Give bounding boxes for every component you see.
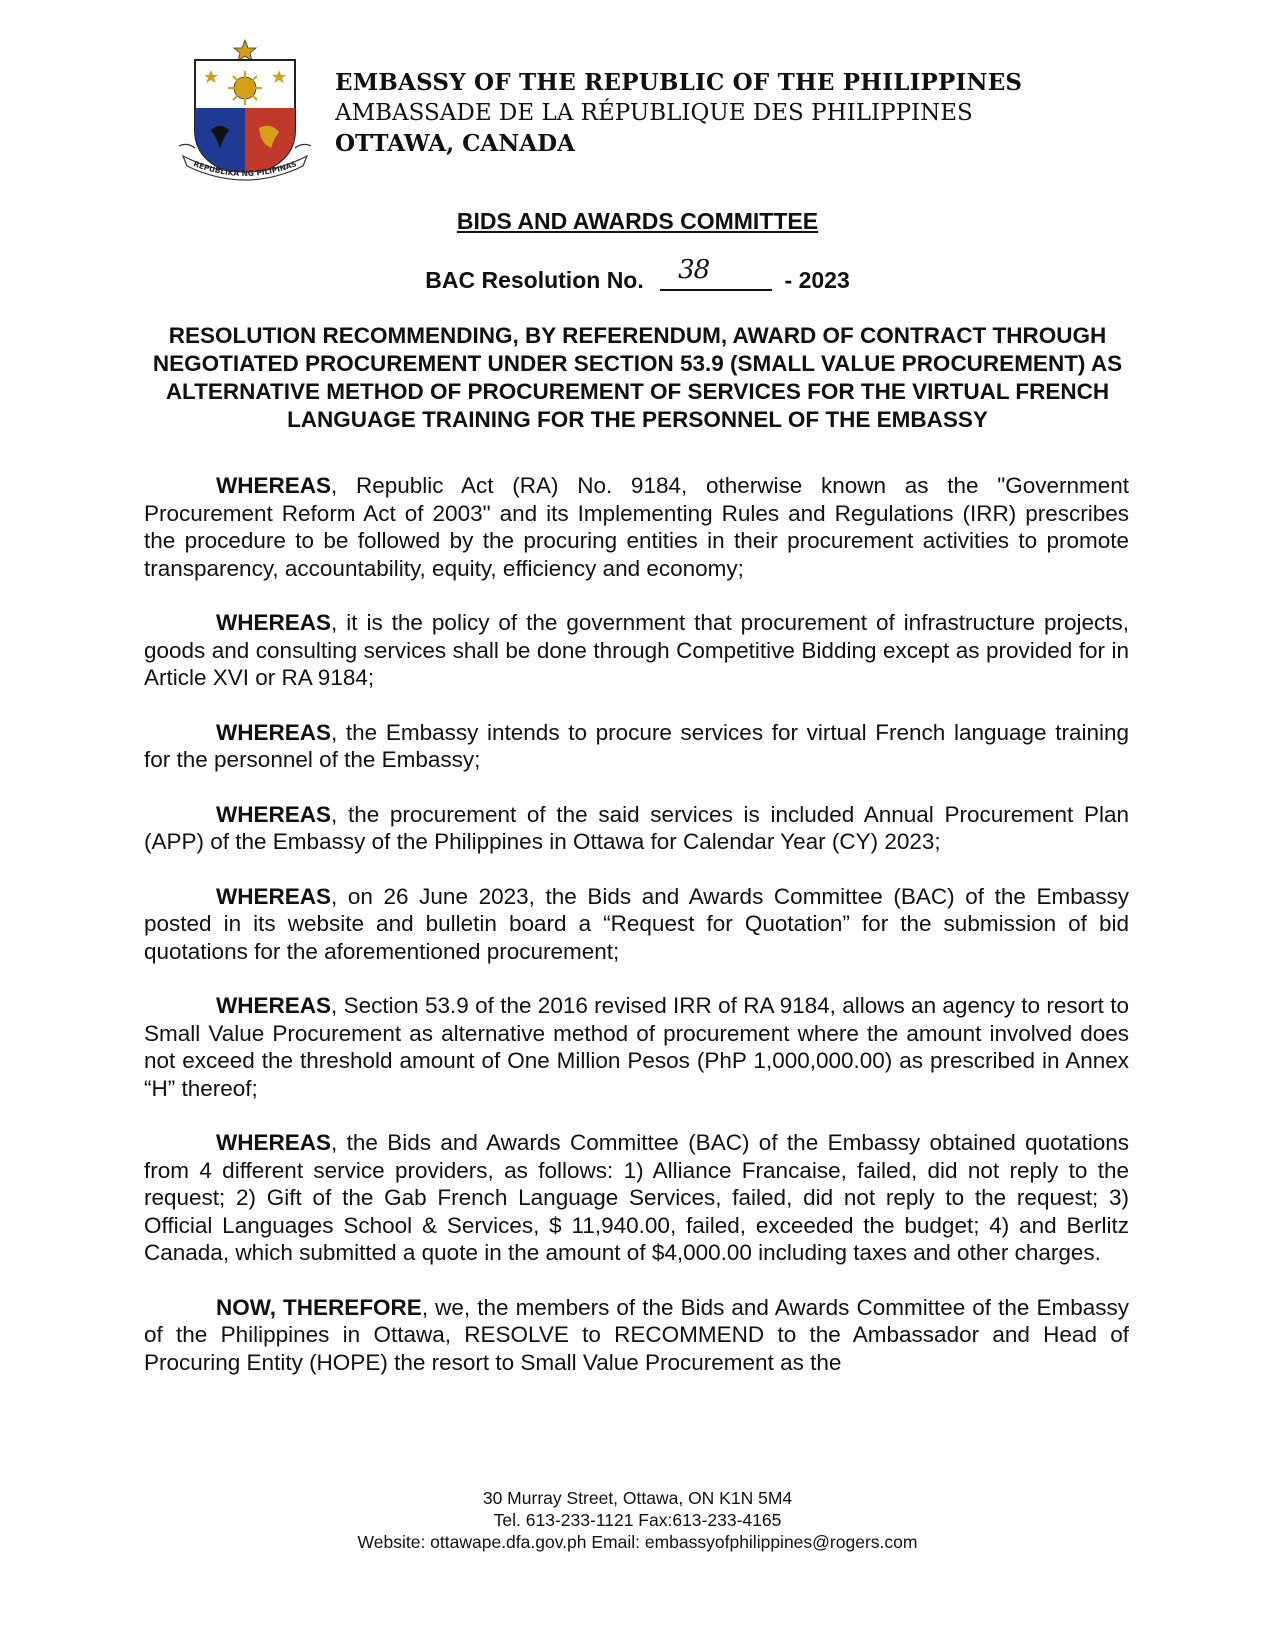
philippine-seal-icon: [175, 38, 315, 188]
paragraph-text: , the Embassy intends to procure services for virtual French language training for the personnel of the Embassy;: [144, 719, 1129, 772]
paragraph-lead: WHEREAS: [216, 801, 332, 827]
paragraph-text: , it is the policy of the government that procurement of infrastructure projects, goods and consulting services shall be done through Competitive Bidding except as provided for in Article XVI or RA 9184;: [144, 610, 1129, 690]
paragraph: [144, 883, 1129, 966]
paragraph: [144, 992, 1129, 1102]
paragraph-lead: WHEREAS: [216, 473, 332, 498]
seal-banner-text: REPUBLIKA NG PILIPINAS: [192, 159, 298, 179]
paragraph-lead: WHEREAS: [216, 1130, 332, 1155]
resolution-title: RESOLUTION RECOMMENDING, BY REFERENDUM, AWARD OF CONTRACT THROUGH NEGOTIATED PROCUREMENT UNDER SECTION 53.9 (SMALL VALUE PROCUREMENT) AS ALTERNATIVE METHOD OF PROCUREMENT OF SERVICES FOR THE VIRTUAL FRENCH LANGUAGE TRAINING FOR THE PERSONNEL OF THE EMBASSY: [152, 323, 1123, 432]
paragraph-lead: WHEREAS: [216, 610, 332, 635]
paragraph-text: , Section 53.9 of the 2016 revised IRR of RA 9184, allows an agency to resort to Small Value Procurement as alternative method of procurement where the amount involved does not exceed the threshold amount of One Million Pesos (PhP 1,000,000.00) as prescribed in Annex “H” thereof;: [144, 993, 1129, 1101]
resolution-prefix: BAC Resolution No.: [425, 267, 644, 293]
paragraph-text: , the procurement of the said services is included Annual Procurement Plan (APP) of the Embassy of the Philippines in Ottawa for Calendar Year (CY) 2023;: [144, 801, 1129, 854]
embassy-name-english: EMBASSY OF THE REPUBLIC OF THE PHILIPPINES: [335, 69, 1023, 96]
resolution-number-line: [0, 255, 1275, 294]
resolution-body: [144, 472, 1129, 1403]
resolution-number-blank: [660, 255, 772, 291]
paragraph-text: , we, the members of the Bids and Awards Committee of the Embassy of the Philippines in Ottawa, RESOLVE to RECOMMEND to the Ambassador and Head of Procuring Entity (HOPE) the resort to Small Value Procurement as the: [144, 1294, 1129, 1375]
paragraph: [144, 609, 1129, 692]
handwritten-resolution-number: 38: [678, 255, 710, 285]
paragraph-text: , the Bids and Awards Committee (BAC) of the Embassy obtained quotations from 4 different service providers, as follows: 1) Alliance Francaise, failed, did not reply to the request; 2) Gift of the Gab French Language Services, failed, did not reply to the request; 3) Official Languages School & Services, $ 11,940.00, failed, exceeded the budget; 4) and Berlitz Canada, which submitted a quote in the amount of $4,000.00 including taxes and other charges.: [144, 1130, 1129, 1265]
footer-phone: Tel. 613-233-1121 Fax:613-233-4165: [493, 1510, 782, 1530]
paragraph-lead: NOW, THEREFORE: [216, 1294, 422, 1320]
resolution-year: - 2023: [784, 267, 850, 293]
paragraph: [144, 801, 1129, 856]
committee-heading: BIDS AND AWARDS COMMITTEE: [456, 208, 819, 234]
paragraph: [144, 719, 1129, 774]
paragraph: [144, 1294, 1129, 1377]
paragraph: [144, 1129, 1129, 1267]
paragraph-text: , Republic Act (RA) No. 9184, otherwise known as the "Government Procurement Reform Act of 2003" and its Implementing Rules and Regulations (IRR) prescribes the procedure to be followed by the procuring entities in their procurement activities to promote transparency, accountability, equity, efficiency and economy;: [144, 473, 1129, 581]
paragraph-text: , on 26 June 2023, the Bids and Awards Committee (BAC) of the Embassy posted in its website and bulletin board a “Request for Quotation” for the submission of bid quotations for the aforementioned procurement;: [144, 883, 1129, 964]
embassy-name-french: AMBASSADE DE LA RÉPUBLIQUE DES PHILIPPINES: [335, 100, 973, 126]
paragraph: [144, 472, 1129, 582]
paragraph-lead: WHEREAS: [216, 883, 332, 909]
paragraph-lead: WHEREAS: [216, 719, 332, 745]
footer-address: 30 Murray Street, Ottawa, ON K1N 5M4: [482, 1488, 793, 1508]
letterhead: [335, 68, 1022, 160]
footer-web-email: Website: ottawape.dfa.gov.ph Email: embassyofphilippines@rogers.com: [357, 1532, 918, 1552]
footer: [0, 1487, 1275, 1553]
paragraph-lead: WHEREAS: [216, 993, 332, 1018]
embassy-location: OTTAWA, CANADA: [335, 130, 575, 157]
